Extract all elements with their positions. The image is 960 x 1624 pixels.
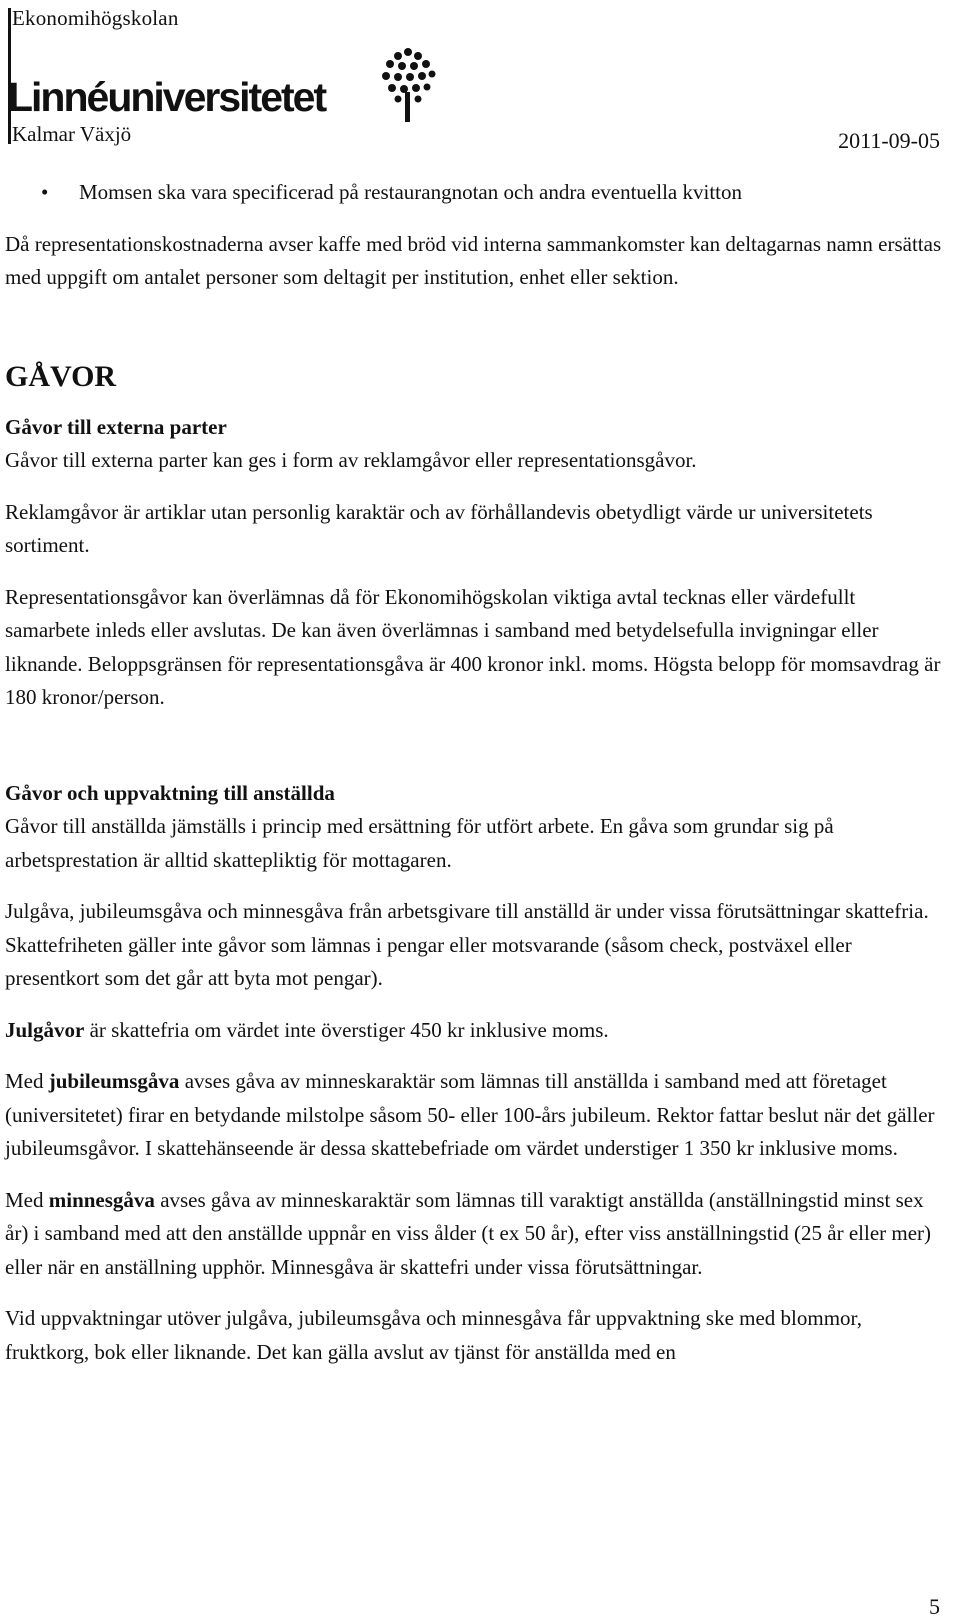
paragraph: Representationsgåvor kan överlämnas då för Ekonomihögskolan viktiga avtal tecknas eller värdefullt samarbete inleds eller avslutas. De kan även överlämnas i samband med betydelsefulla invigningar eller liknande. Beloppsgränsen för representationsgåva är 400 kronor inkl. moms. Högsta belopp för momsavdrag är 180 kronor/person.: [5, 584, 941, 709]
page-number: 5: [929, 1594, 940, 1619]
subheading: Gåvor och uppvaktning till anställda: [5, 780, 335, 805]
paragraph: Julgåva, jubileumsgåva och minnesgåva från arbetsgivare till anställd är under vissa förutsättningar skattefria. Skattefriheten gäller inte gåvor som lämnas i pengar eller motsvarande (såsom check, postväxel eller presentkort som det går att byta mot pengar).: [5, 899, 929, 990]
bold-term: Julgåvor: [5, 1017, 85, 1042]
paragraph-text: avses gåva av minneskaraktär som lämnas till anställda i samband med att företaget (universitetet) firar en betydande milstolpe såsom 50- eller 100-års jubileum. Rektor fattar beslut när det gäller jubileumsgåvor. I skattehänseende är dessa skattebefriade om värdet understiger 1 350 kr inklusive moms.: [5, 1069, 935, 1160]
logo-school-name: Ekonomihögskolan: [12, 6, 179, 30]
section-heading: GÅVOR: [5, 359, 117, 393]
document-date: 2011-09-05: [838, 128, 940, 153]
paragraph: [5, 1014, 945, 1048]
subheading: Gåvor till externa parter: [5, 414, 227, 439]
paragraph: [5, 1184, 945, 1285]
bullet-icon: •: [41, 180, 49, 204]
paragraph: [5, 1065, 945, 1166]
tree-icon: [376, 44, 440, 124]
bullet-text: Momsen ska vara specificerad på restaurangnotan och andra eventuella kvitton: [79, 180, 742, 204]
paragraph-text: avses gåva av minneskaraktär som lämnas till varaktigt anställda (anställningstid minst sex år) i samband med att den anställde uppnår en viss ålder (t ex 50 år), efter viss anställningstid (25 år eller mer) eller när en anställning upphör. Minnesgåva är skattefri under vissa förutsättningar.: [5, 1187, 932, 1279]
bold-term: jubileumsgåva: [48, 1069, 180, 1093]
bold-term: minnesgåva: [48, 1187, 155, 1212]
paragraph-text: Med: [5, 1187, 49, 1212]
university-logo: [4, 4, 444, 144]
paragraph: Gåvor till externa parter kan ges i form av reklamgåvor eller representationsgåvor.: [5, 448, 697, 472]
paragraph: Då representationskostnaderna avser kaffe med bröd vid interna sammankomster kan deltagarnas namn ersättas med uppgift om antalet personer som deltagit per institution, enhet eller sektion.: [5, 231, 942, 289]
paragraph-text: är skattefria om värdet inte överstiger 450 kr inklusive moms.: [84, 1017, 609, 1042]
logo-university-name: Linnéuniversitetet: [8, 74, 326, 120]
paragraph: Reklamgåvor är artiklar utan personlig karaktär och av förhållandevis obetydligt värde ur universitetets sortiment.: [5, 499, 873, 557]
bullet-item: [5, 176, 945, 210]
paragraph: Vid uppvaktningar utöver julgåva, jubileumsgåva och minnesgåva får uppvaktning ske med blommor, fruktkorg, bok eller liknande. Det kan gälla avslut av tjänst för anställda med en: [5, 1306, 862, 1364]
paragraph-text: Med: [5, 1069, 49, 1093]
paragraph: Gåvor till anställda jämställs i princip med ersättning för utfört arbete. En gåva som grundar sig på arbetsprestation är alltid skattepliktig för mottagaren.: [5, 814, 834, 872]
logo-cities: Kalmar Växjö: [12, 122, 132, 146]
document-body: [5, 176, 945, 1369]
